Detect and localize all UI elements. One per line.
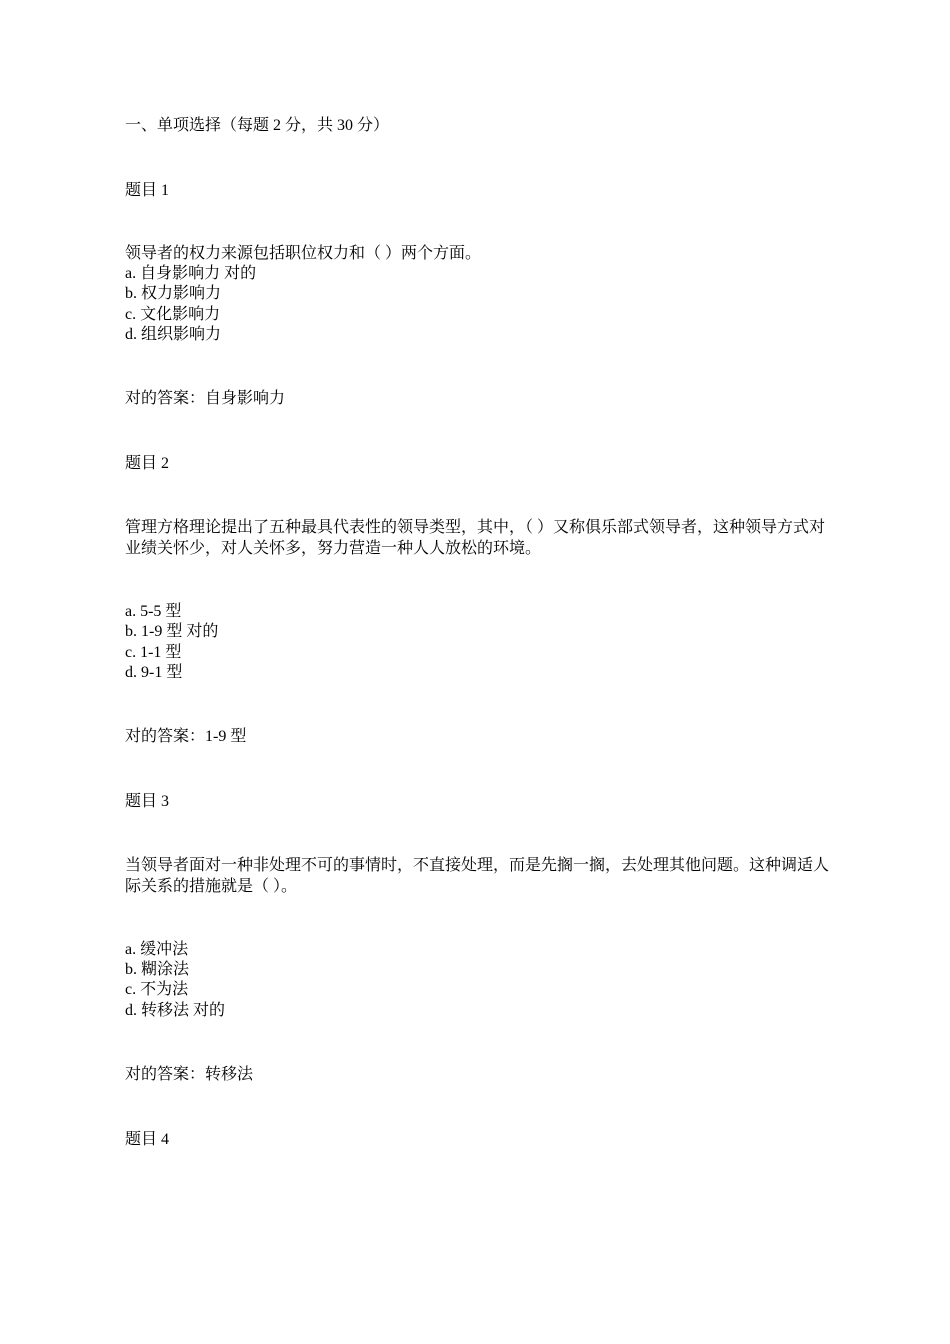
question-1-stem: 领导者的权力来源包括职位权力和（ ）两个方面。 — [125, 245, 482, 262]
question-2-option-a: a. 5-5 型 — [125, 603, 182, 620]
question-1-answer: 对的答案：自身影响力 — [125, 390, 286, 407]
question-4-heading: 题目 4 — [125, 1131, 170, 1148]
question-2-answer: 对的答案：1-9 型 — [125, 728, 247, 745]
question-2-option-b: b. 1-9 型 对的 — [125, 623, 219, 640]
question-1-option-a: a. 自身影响力 对的 — [125, 265, 257, 282]
question-2-heading: 题目 2 — [125, 455, 170, 472]
question-3-option-b: b. 糊涂法 — [125, 961, 190, 978]
question-3-heading: 题目 3 — [125, 793, 170, 810]
question-1-option-d: d. 组织影响力 — [125, 326, 222, 343]
question-2-option-d: d. 9-1 型 — [125, 664, 183, 681]
question-2-option-c: c. 1-1 型 — [125, 644, 182, 661]
question-3-option-a: a. 缓冲法 — [125, 941, 189, 958]
question-1-option-c: c. 文化影响力 — [125, 306, 221, 323]
question-3-option-c: c. 不为法 — [125, 981, 189, 998]
question-2-stem: 管理方格理论提出了五种最具代表性的领导类型，其中，（ ）又称俱乐部式领导者，这种领导方式对业绩关怀少，对人关怀多，努力营造一种人人放松的环境。 — [125, 519, 826, 557]
section-title: 一、单项选择（每题 2 分，共 30 分） — [125, 117, 390, 134]
question-3-option-d: d. 转移法 对的 — [125, 1002, 226, 1019]
question-1-option-b: b. 权力影响力 — [125, 285, 222, 302]
question-3-answer: 对的答案：转移法 — [125, 1066, 254, 1083]
question-3-stem: 当领导者面对一种非处理不可的事情时，不直接处理，而是先搁一搁，去处理其他问题。这种调适人际关系的措施就是（ ）。 — [125, 857, 830, 895]
question-1-heading: 题目 1 — [125, 182, 170, 199]
